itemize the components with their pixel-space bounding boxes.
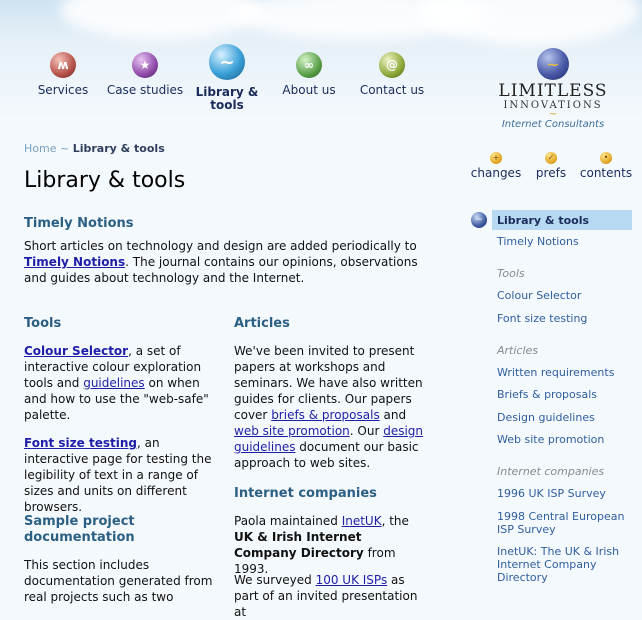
company-logo[interactable] (498, 48, 608, 130)
breadcrumb-current: Library & tools (72, 142, 165, 155)
breadcrumb-home[interactable]: Home (24, 142, 57, 155)
logo-tagline: Internet Consultants (501, 119, 605, 130)
sidebar-heading-internet: Internet companies (497, 465, 605, 478)
logo-name: LIMITLESS (498, 81, 608, 101)
sidebar-item-library-tools[interactable]: Library & tools (497, 214, 590, 227)
internet-heading: Internet companies (234, 486, 377, 501)
colour-selector-text: Colour Selector, a set of interactive colour exploration tools and guidelines on when and how to use the "web-safe" palette. (24, 344, 209, 422)
font-size-text: Font size testing, an interactive page for testing the legibility of text in a range of sizes and units on different browsers. (24, 436, 212, 514)
sample-heading: Sample project documentation (24, 514, 135, 545)
uk-isps-link[interactable]: 100 UK ISPs (315, 573, 388, 587)
contact-us-icon: @ (379, 52, 405, 78)
timely-text: Short articles on technology and design are added periodically to Timely Notions. The journal contains our opinions, observations and guides about technology and the Internet. (24, 239, 418, 285)
sidebar-item-survey-1996[interactable]: 1996 UK ISP Survey (497, 487, 606, 500)
sidebar-item-survey-1998[interactable]: 1998 Central European ISP Survey (497, 510, 625, 536)
colour-selector-link[interactable]: Colour Selector (24, 344, 129, 358)
nav-case-studies[interactable]: ★ Case studies (106, 52, 184, 97)
sidebar-item-briefs-proposals[interactable]: Briefs & proposals (497, 388, 598, 401)
breadcrumb-separator: ~ (59, 142, 70, 155)
nav-services[interactable]: ʍ Services (36, 52, 90, 97)
briefs-proposals-link[interactable]: briefs & proposals (271, 408, 380, 422)
changes-link[interactable]: + changes (470, 153, 522, 180)
sidebar-heading-tools: Tools (497, 267, 525, 280)
sidebar-heading-articles: Articles (497, 344, 539, 357)
page-title: Library & tools (24, 168, 186, 193)
sample-text: This section includes documentation generated from real projects such as two (24, 558, 213, 604)
breadcrumb (24, 142, 165, 155)
contents-link[interactable]: • contents (579, 153, 633, 180)
articles-heading: Articles (234, 316, 290, 331)
sidebar-item-web-promotion[interactable]: Web site promotion (497, 433, 605, 446)
survey-text: We surveyed 100 UK ISPs as part of an invited presentation at (234, 573, 418, 619)
nav-about-us[interactable]: ∞ About us (280, 52, 338, 97)
case-studies-icon: ★ (132, 52, 158, 78)
sidebar-bullet-icon: ~ (471, 212, 487, 228)
tools-heading: Tools (24, 316, 62, 331)
library-tools-icon: ~ (209, 44, 245, 80)
design-guidelines-link[interactable]: design guidelines (234, 424, 424, 454)
logo-tilde: ~ (548, 109, 558, 120)
articles-text: We've been invited to present papers at workshops and seminars. We have also written guides for clients. Our papers cover briefs & proposals and web site promotion. Our design guidelines document our basic approach to web sites. (234, 344, 424, 470)
inetuk-link[interactable]: InetUK (341, 514, 382, 528)
prefs-icon: ✓ (545, 152, 557, 164)
services-icon: ʍ (50, 52, 76, 78)
sidebar-item-written-requirements[interactable]: Written requirements (497, 366, 615, 379)
timely-link[interactable]: Timely Notions (24, 255, 126, 269)
font-size-link[interactable]: Font size testing (24, 436, 137, 450)
prefs-link[interactable]: ✓ prefs (535, 153, 567, 180)
inetuk-text: Paola maintained InetUK, the UK & Irish Internet Company Directory from 1993. (234, 514, 409, 576)
changes-icon: + (490, 152, 502, 164)
web-promotion-link[interactable]: web site promotion (234, 424, 350, 438)
nav-library-tools[interactable]: ~ Library & tools (194, 44, 260, 112)
sidebar-item-timely-notions[interactable]: Timely Notions (497, 235, 579, 248)
logo-globe-icon: ~ (537, 48, 569, 80)
sidebar-item-design-guidelines[interactable]: Design guidelines (497, 411, 595, 424)
logo-subname: INNOVATIONS (503, 100, 603, 111)
sidebar-item-colour-selector[interactable]: Colour Selector (497, 289, 582, 302)
guidelines-link[interactable]: guidelines (83, 376, 145, 390)
timely-heading: Timely Notions (24, 216, 134, 231)
main-nav (0, 0, 460, 120)
contents-icon: • (600, 152, 612, 164)
sidebar-item-inetuk[interactable]: InetUK: The UK & Irish Internet Company Directory (497, 545, 620, 584)
sidebar-item-font-size[interactable]: Font size testing (497, 312, 588, 325)
about-us-icon: ∞ (296, 52, 322, 78)
nav-contact-us[interactable]: @ Contact us (358, 52, 426, 97)
